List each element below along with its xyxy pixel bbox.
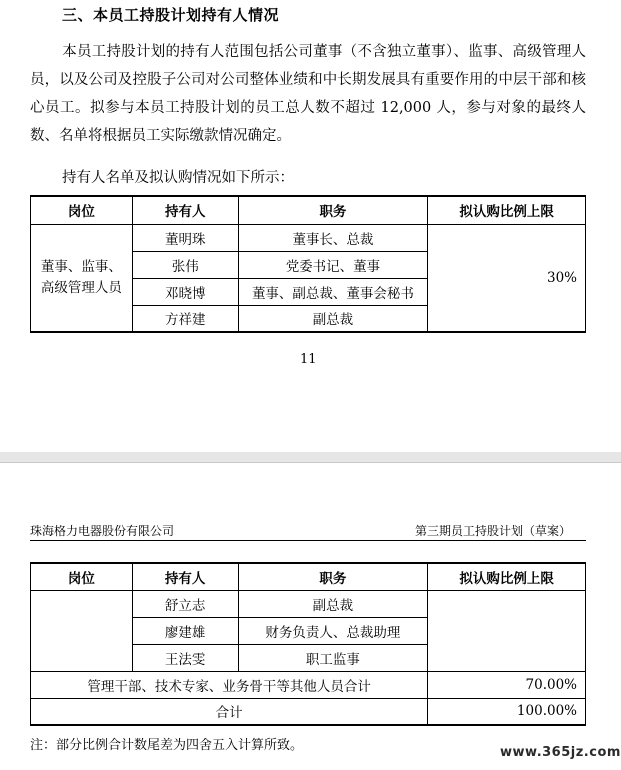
group-label-cell: 董事、监事、高级管理人员 [31, 224, 133, 332]
col-header-position: 岗位 [31, 563, 133, 590]
others-value: 70.00% [428, 671, 586, 698]
duty-cell: 财务负责人、总裁助理 [238, 617, 428, 644]
col-header-position: 岗位 [31, 196, 133, 224]
holder-cell: 董明珠 [132, 224, 238, 251]
page-break-divider [0, 462, 621, 463]
holder-cell: 张伟 [132, 251, 238, 278]
duty-cell: 董事长、总裁 [238, 224, 428, 251]
holder-table-1 [30, 195, 586, 333]
duty-cell: 职工监事 [238, 644, 428, 671]
group-label-cell [31, 590, 133, 671]
col-header-duty: 职务 [238, 196, 428, 224]
page-number: 11 [300, 352, 317, 367]
table-header-row [31, 563, 586, 590]
table-header-row [31, 196, 586, 224]
holder-table-2 [30, 562, 586, 726]
total-label: 合计 [31, 698, 428, 725]
holder-cell: 舒立志 [132, 590, 238, 617]
col-header-duty: 职务 [238, 563, 428, 590]
table-row [31, 590, 586, 617]
duty-cell: 董事、副总裁、董事会秘书 [238, 278, 428, 305]
table-row [31, 224, 586, 251]
col-header-ratio: 拟认购比例上限 [428, 563, 586, 590]
holder-cell: 王法雯 [132, 644, 238, 671]
grand-total-row [31, 698, 586, 725]
col-header-holder: 持有人 [132, 563, 238, 590]
body-paragraph [30, 38, 586, 150]
duty-cell: 副总裁 [238, 305, 428, 332]
col-header-holder: 持有人 [132, 196, 238, 224]
holder-cell: 廖建雄 [132, 617, 238, 644]
duty-cell: 党委书记、董事 [238, 251, 428, 278]
document-header: 第三期员工持股计划（草案） [415, 524, 572, 538]
table-intro: 持有人名单及拟认购情况如下所示： [62, 170, 294, 186]
ratio-cell: 30% [428, 224, 586, 332]
page-break [0, 452, 621, 462]
others-label: 管理干部、技术专家、业务骨干等其他人员合计 [31, 671, 428, 698]
holder-cell: 方祥建 [132, 305, 238, 332]
ratio-cell [428, 590, 586, 671]
body-paragraph-text: 本员工持股计划的持有人范围包括公司董事（不含独立董事）、监事、高级管理人员，以及公司及控股子公司对公司整体业绩和中长期发展具有重要作用的中层干部和核心员工。拟参与本员工持股计划的员工总人数不超过 12,000 人，参与对象的最终人数、名单将根据员工实际缴款情况确定。 [30, 44, 586, 144]
header-rule [30, 540, 586, 541]
footnote: 注：部分比例合计数尾差为四舍五入计算所致。 [30, 738, 304, 753]
holder-cell: 邓晓博 [132, 278, 238, 305]
company-header: 珠海格力电器股份有限公司 [30, 524, 175, 538]
watermark: www.365jz.com [500, 745, 621, 760]
duty-cell: 副总裁 [238, 590, 428, 617]
total-value: 100.00% [428, 698, 586, 725]
others-total-row [31, 671, 586, 698]
col-header-ratio: 拟认购比例上限 [428, 196, 586, 224]
section-heading: 三、本员工持股计划持有人情况 [62, 6, 280, 24]
